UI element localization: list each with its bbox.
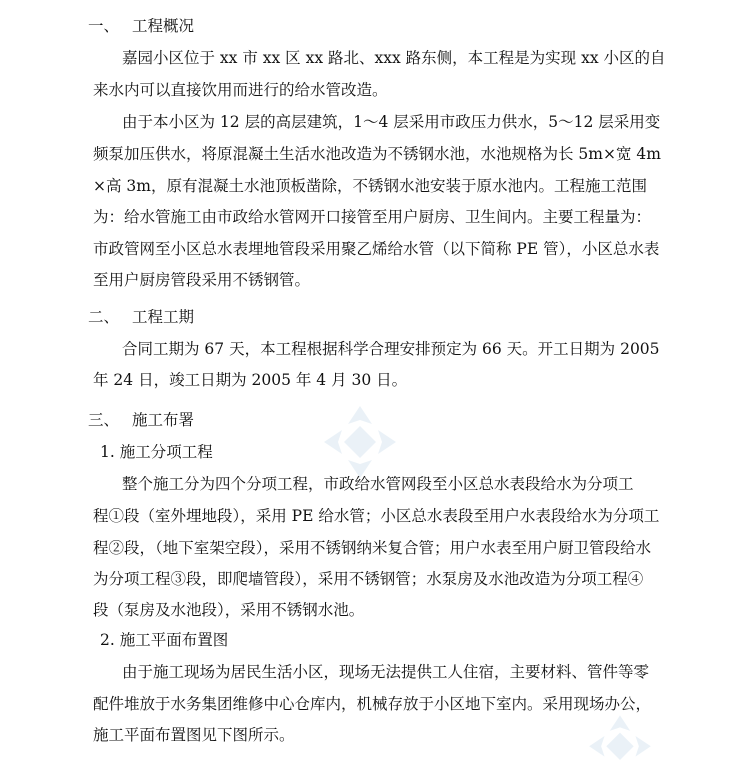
paragraph-line: 配件堆放于水务集团维修中心仓库内，机械存放于小区地下室内。采用现场办公， — [93, 695, 652, 713]
paragraph-line: 嘉园小区位于 xx 市 xx 区 xx 路北、xxx 路东侧，本工程是为实现 xx 小区的自 — [122, 49, 666, 67]
paragraph-line: 来水内可以直接饮用而进行的给水管改造。 — [93, 81, 388, 99]
paragraph-line: 段（泵房及水池段），采用不锈钢水池。 — [93, 601, 365, 619]
paragraph-line: 为分项工程③段，即爬墙管段），采用不锈钢管；水泵房及水池改造为分项工程④ — [93, 570, 644, 588]
paragraph-line: ×高 3m，原有混凝土水池顶板凿除，不锈钢水池安装于原水池内。工程施工范围 — [93, 177, 647, 195]
section-heading — [88, 410, 194, 430]
paragraph-line: 施工平面布置图见下图所示。 — [93, 726, 295, 744]
section-title: 工程概况 — [132, 17, 195, 35]
section-heading — [88, 16, 194, 36]
paragraph-line: 年 24 日，竣工日期为 2005 年 4 月 30 日。 — [93, 371, 408, 389]
paragraph-line: 为：给水管施工由市政给水管网开口接管至用户厨房、卫生间内。主要工程量为： — [93, 208, 652, 226]
paragraph-line: 市政管网至小区总水表埋地管段采用聚乙烯给水管（以下简称 PE 管），小区总水表 — [93, 240, 660, 258]
section-title: 施工布署 — [132, 411, 195, 429]
paragraph-line: 频泵加压供水，将原混凝土生活水池改造为不锈钢水池，水池规格为长 5m×宽 4m — [93, 145, 661, 163]
section-number: 二、 — [88, 308, 120, 326]
section-number: 三、 — [88, 411, 120, 429]
subsection-heading: 1. 施工分项工程 — [100, 443, 213, 461]
paragraph-line: 程①段（室外埋地段），采用 PE 给水管；小区总水表段至用户水表段给水为分项工 — [93, 507, 660, 525]
section-number: 一、 — [88, 17, 120, 35]
subsection-heading: 2. 施工平面布置图 — [100, 631, 229, 649]
paragraph-line: 整个施工分为四个分项工程，市政给水管网段至小区总水表段给水为分项工 — [122, 475, 634, 493]
watermark-logo — [585, 712, 655, 772]
watermark-logo — [320, 402, 400, 482]
section-heading — [88, 307, 194, 327]
paragraph-line: 由于施工现场为居民生活小区，现场无法提供工人住宿，主要材料、管件等零 — [122, 663, 650, 681]
paragraph-line: 程②段，（地下室架空段），采用不锈钢纳米复合管；用户水表至用户厨卫管段给水 — [93, 539, 652, 557]
paragraph-line: 至用户厨房管段采用不锈钢管。 — [93, 271, 311, 289]
paragraph-line: 合同工期为 67 天，本工程根据科学合理安排预定为 66 天。开工日期为 2005 — [122, 340, 660, 358]
section-title: 工程工期 — [132, 308, 195, 326]
paragraph-line: 由于本小区为 12 层的高层建筑，1～4 层采用市政压力供水，5～12 层采用变 — [122, 113, 661, 131]
